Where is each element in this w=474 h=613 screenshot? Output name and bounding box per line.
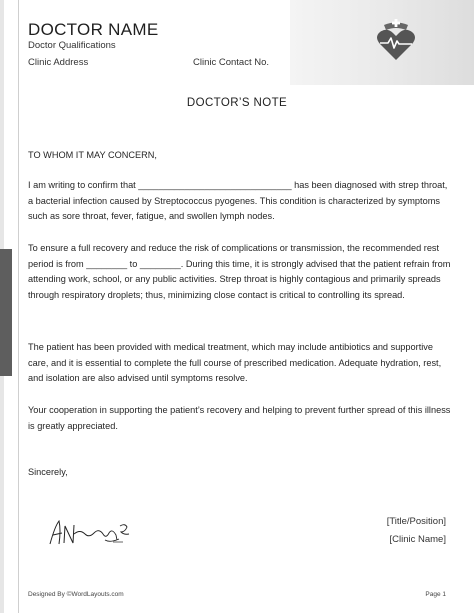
doctor-qualifications: Doctor Qualifications xyxy=(28,40,116,51)
heart-medical-icon xyxy=(372,16,420,64)
paragraph-appreciation: Your cooperation in supporting the patient’s recovery and helping to prevent further spread of this illness is greatly appreciated. xyxy=(28,405,451,431)
page-number: Page 1 xyxy=(425,591,446,598)
salutation: TO WHOM IT MAY CONCERN, xyxy=(28,150,157,160)
clinic-address: Clinic Address xyxy=(28,57,89,68)
clinic-contact: Clinic Contact No. xyxy=(193,57,270,68)
left-side-tab xyxy=(0,249,12,376)
footer-credit: Designed By ©WordLayouts.com xyxy=(28,591,124,598)
note-title: DOCTOR’S NOTE xyxy=(186,97,288,109)
left-margin-rule xyxy=(18,0,19,613)
signer-title-position: [Title/Position] xyxy=(386,516,446,527)
signer-clinic-name: [Clinic Name] xyxy=(389,534,446,545)
paragraph-treatment: The patient has been provided with medical treatment, which may include antibiotics and supportive care, and it is essential to complete the full course of prescribed medication. Adequate hydration, rest, and isolation are also advised until symptoms resolve. xyxy=(28,342,442,384)
paragraph-diagnosis: I am writing to confirm that ______________________________ has been diagnosed with strep throat, a bacterial infection caused by Streptococcus pyogenes. This condition is characterized by symptoms such as sore throat, fever, fatigue, and swollen lymph nodes. xyxy=(28,180,448,222)
doctor-name: DOCTOR NAME xyxy=(28,20,159,39)
closing: Sincerely, xyxy=(28,467,68,477)
paragraph-rest-period: To ensure a full recovery and reduce the risk of complications or transmission, the recommended rest period is from ________ to ________. During this time, it is strongly advised that the patient refrain from attending work, school, or any public activities. Strep throat is highly contagious and primarily spreads through respiratory droplets; thus, minimizing close contact is critical to controlling its spread. xyxy=(28,243,451,300)
handwritten-signature xyxy=(47,516,132,550)
